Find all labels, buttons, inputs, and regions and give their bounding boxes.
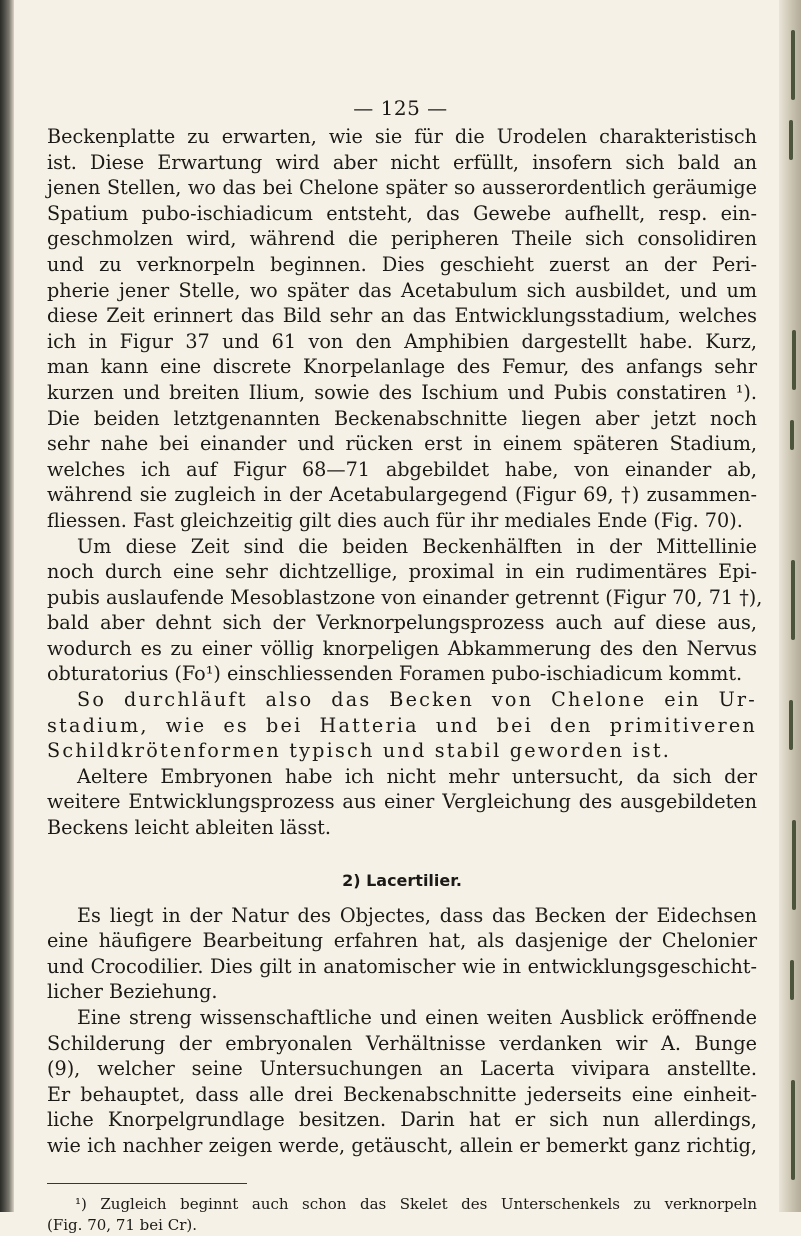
text-line: diese Zeit erinnert das Bild sehr an das Entwicklungsstadium, welches	[47, 304, 757, 328]
text-line: während sie zugleich in der Acetabulargegend (Figur 69, †) zusammen-	[47, 483, 757, 507]
text-line: jenen Stellen, wo das bei Chelone später so ausserordentlich geräumige	[47, 176, 757, 200]
text-line: weitere Entwicklungsprozess aus einer Vergleichung des ausgebildeten	[47, 790, 757, 814]
text-line: Spatium pubo-ischiadicum entsteht, das Gewebe aufhellt, resp. ein-	[47, 201, 757, 225]
text-line: Es liegt in der Natur des Objectes, dass das Becken der Eidechsen	[77, 903, 757, 927]
footnote-line: ¹) Zugleich beginnt auch schon das Skelet des Unterschenkels zu verknorpeln	[75, 1194, 757, 1213]
scan-right-edge	[779, 0, 801, 1212]
text-line: eine häufigere Bearbeitung erfahren hat, als dasjenige der Chelonier	[47, 929, 757, 953]
text-line: kurzen und breiten Ilium, sowie des Ischium und Pubis constatiren ¹).	[47, 380, 757, 404]
text-line: So durchläuft also das Becken von Chelone ein Ur-	[77, 688, 757, 712]
footnote	[47, 1194, 757, 1236]
paragraph-4	[47, 764, 757, 841]
paragraph-1	[47, 124, 757, 534]
text-line: Die beiden letztgenannten Beckenabschnitte liegen aber jetzt noch	[47, 406, 757, 430]
text-line: stadium, wie es bei Hatteria und bei den primitiveren	[47, 713, 757, 737]
text-line: pubis auslaufende Mesoblastzone von einander getrennt (Figur 70, 71 †),	[47, 585, 763, 609]
text-line: pherie jener Stelle, wo später das Acetabulum sich ausbildet, und um	[47, 278, 757, 302]
footnote-divider	[47, 1183, 247, 1184]
paragraph-5	[47, 903, 757, 1005]
text-line: fliessen. Fast gleichzeitig gilt dies auch für ihr mediales Ende (Fig. 70).	[47, 508, 743, 532]
text-line: Schildkrötenformen typisch und stabil geworden ist.	[47, 739, 672, 763]
text-line: wodurch es zu einer völlig knorpeligen Abkammerung des den Nervus	[47, 636, 757, 660]
text-line: und Crocodilier. Dies gilt in anatomischer wie in entwicklungsgeschicht-	[47, 954, 757, 978]
paragraph-3-emphasis	[47, 687, 757, 764]
page-content	[47, 96, 763, 1236]
text-line: Beckens leicht ableiten lässt.	[47, 816, 331, 840]
text-line: liche Knorpelgrundlage besitzen. Darin hat er sich nun allerdings,	[47, 1108, 757, 1132]
text-line: man kann eine discrete Knorpelanlage des Femur, des anfangs sehr	[47, 355, 757, 379]
page-number-header: — 125 —	[353, 96, 448, 120]
text-line: Er behauptet, dass alle drei Beckenabschnitte jederseits eine einheit-	[47, 1082, 757, 1106]
text-line: ist. Diese Erwartung wird aber nicht erfüllt, insofern sich bald an	[47, 150, 757, 174]
text-line: sehr nahe bei einander und rücken erst in einem späteren Stadium,	[47, 432, 757, 456]
paragraph-2	[47, 534, 763, 688]
text-line: geschmolzen wird, während die peripheren Theile sich consolidiren	[47, 227, 757, 251]
text-line: und zu verknorpeln beginnen. Dies geschieht zuerst an der Peri-	[47, 252, 757, 276]
text-line: licher Beziehung.	[47, 980, 218, 1004]
footnote-line: (Fig. 70, 71 bei Cr).	[47, 1215, 197, 1234]
text-line: obturatorius (Fo¹) einschliessenden Foramen pubo-ischiadicum kommt.	[47, 662, 743, 686]
text-line: Beckenplatte zu erwarten, wie sie für die Urodelen charakteristisch	[47, 125, 757, 148]
paragraph-6	[47, 1005, 757, 1159]
text-line: Um diese Zeit sind die beiden Beckenhälften in der Mittellinie	[77, 534, 757, 558]
section-title: 2) Lacertilier.	[342, 870, 462, 890]
text-line: Aeltere Embryonen habe ich nicht mehr untersucht, da sich der	[77, 764, 757, 788]
text-line: wie ich nachher zeigen werde, getäuscht, allein er bemerkt ganz richtig,	[47, 1133, 757, 1157]
text-line: noch durch eine sehr dichtzellige, proximal in ein rudimentäres Epi-	[47, 560, 757, 584]
text-line: ich in Figur 37 und 61 von den Amphibien dargestellt habe. Kurz,	[47, 329, 757, 353]
text-line: (9), welcher seine Untersuchungen an Lacerta vivipara anstellte.	[47, 1057, 757, 1081]
scan-left-edge	[0, 0, 14, 1212]
text-line: Eine streng wissenschaftliche und einen weiten Ausblick eröffnende	[77, 1006, 757, 1029]
text-line: welches ich auf Figur 68—71 abgebildet habe, von einander ab,	[47, 457, 757, 481]
text-line: bald aber dehnt sich der Verknorpelungsprozess auch auf diese aus,	[47, 611, 757, 635]
text-line: Schilderung der embryonalen Verhältnisse verdanken wir A. Bunge	[47, 1031, 757, 1055]
